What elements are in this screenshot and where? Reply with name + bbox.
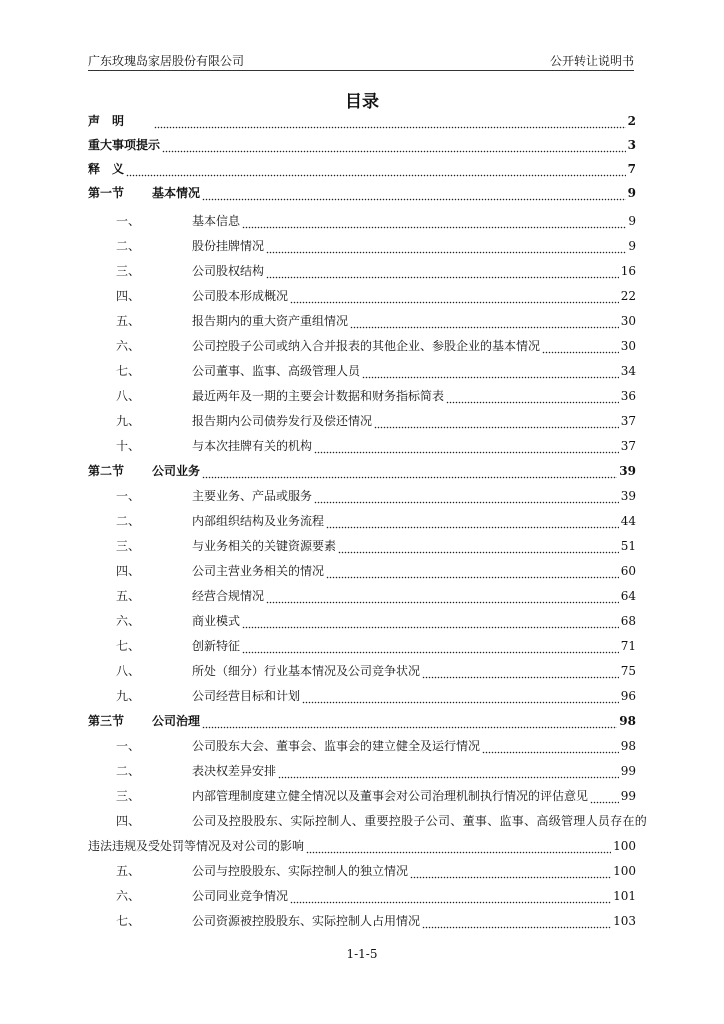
toc-subentry-title: 公司及控股股东、实际控制人、重要控股子公司、董事、监事、高级管理人员存在的 — [192, 814, 648, 828]
toc-subentry[interactable] — [88, 530, 636, 554]
toc-subentry[interactable] — [88, 905, 636, 929]
toc-page-number: 30 — [620, 314, 636, 328]
toc-title: 目录 — [345, 92, 379, 112]
toc-leader-dots — [290, 892, 611, 904]
toc-subentry-title: 最近两年及一期的主要会计数据和财务指标简表 — [192, 389, 445, 403]
toc-section-number: 第三节 — [88, 714, 125, 728]
toc-leader-dots — [446, 392, 619, 404]
toc-subentry-number: 六、 — [116, 339, 141, 353]
toc-subentry-title: 公司经营目标和计划 — [192, 689, 301, 703]
toc-page-number: 100 — [613, 864, 636, 878]
toc-page-number: 22 — [620, 289, 636, 303]
page-header — [88, 50, 634, 71]
toc-leader-dots — [290, 292, 619, 304]
toc-leader-dots — [242, 617, 619, 629]
toc-section-3[interactable] — [88, 705, 636, 729]
toc-entry-title: 声 明 — [88, 114, 125, 128]
toc-subentry[interactable] — [88, 405, 636, 429]
toc-leader-dots — [266, 592, 619, 604]
toc-subentry-number: 九、 — [116, 689, 141, 703]
toc-subentry-title: 内部管理制度建立健全情况以及董事会对公司治理机制执行情况的评估意见 — [192, 789, 589, 803]
toc-subentry[interactable] — [88, 480, 636, 504]
toc-page-number: 2 — [627, 114, 636, 128]
toc-subentry-title: 报告期内公司债券发行及偿还情况 — [192, 414, 373, 428]
toc-leader-dots — [542, 342, 619, 354]
toc-subentry[interactable] — [88, 280, 636, 304]
toc-subentry-number: 九、 — [116, 414, 141, 428]
toc-subentry-number: 十、 — [116, 439, 141, 453]
toc-subentry[interactable] — [88, 655, 636, 679]
toc-subentry[interactable] — [88, 605, 636, 629]
toc-subentry[interactable] — [88, 680, 636, 704]
toc-page-number: 39 — [619, 464, 636, 478]
toc-subentry[interactable] — [88, 730, 636, 754]
toc-subentry-number: 一、 — [116, 489, 141, 503]
toc-subentry-title-continued: 违法违规及受处罚等情况及对公司的影响 — [88, 839, 305, 853]
toc-page-number: 99 — [620, 764, 636, 778]
toc-page-number: 37 — [620, 439, 636, 453]
toc-page-number: 39 — [620, 489, 636, 503]
toc-subentry-title: 公司控股子公司或纳入合并报表的其他企业、参股企业的基本情况 — [192, 339, 541, 353]
toc-leader-dots — [266, 267, 619, 279]
toc-leader-dots — [326, 567, 619, 579]
toc-page-number: 44 — [620, 514, 636, 528]
toc-page-number: 75 — [620, 664, 636, 678]
toc-subentry-title: 内部组织结构及业务流程 — [192, 514, 325, 528]
toc-subentry[interactable] — [88, 555, 636, 579]
toc-leader-dots — [302, 692, 619, 704]
header-company: 广东玫瑰岛家居股份有限公司 — [88, 54, 245, 68]
toc-entry-title: 重大事项提示 — [88, 138, 161, 152]
toc-subentry-number: 八、 — [116, 389, 141, 403]
toc-entry-major-notices[interactable] — [88, 129, 636, 153]
toc-leader-dots — [410, 867, 611, 879]
toc-page-number: 36 — [620, 389, 636, 403]
toc-subentry-number: 六、 — [116, 889, 141, 903]
toc-subentry-title: 公司同业竞争情况 — [192, 889, 289, 903]
toc-section-title: 公司治理 — [152, 714, 201, 728]
toc-entry-title: 释 义 — [88, 162, 125, 176]
toc-subentry-title: 公司资源被控股股东、实际控制人占用情况 — [192, 914, 421, 928]
toc-page-number: 71 — [620, 639, 636, 653]
toc-leader-dots — [306, 842, 611, 854]
toc-page-number: 7 — [627, 162, 636, 176]
toc-leader-dots — [338, 542, 619, 554]
toc-subentry[interactable] — [88, 780, 636, 804]
toc-page-number: 16 — [620, 264, 636, 278]
header-doc-type: 公开转让说明书 — [549, 54, 634, 68]
toc-subentry-multiline[interactable] — [88, 805, 648, 829]
toc-leader-dots — [482, 742, 619, 754]
toc-leader-dots — [266, 242, 626, 254]
toc-section-1[interactable] — [88, 177, 636, 201]
toc-leader-dots — [326, 517, 619, 529]
toc-subentry-title: 所处（细分）行业基本情况及公司竞争状况 — [192, 664, 421, 678]
toc-section-number: 第一节 — [88, 186, 125, 200]
toc-subentry-number: 一、 — [116, 214, 141, 228]
toc-subentry-number: 七、 — [116, 914, 141, 928]
toc-subentry-number: 二、 — [116, 239, 141, 253]
toc-page-number: 30 — [620, 339, 636, 353]
toc-subentry-title: 商业模式 — [192, 614, 241, 628]
toc-subentry-number: 三、 — [116, 539, 141, 553]
toc-subentry-number: 七、 — [116, 364, 141, 378]
toc-leader-dots — [202, 717, 617, 729]
toc-subentry-title: 公司股权结构 — [192, 264, 265, 278]
toc-subentry-number: 二、 — [116, 764, 141, 778]
toc-subentry[interactable] — [88, 305, 636, 329]
toc-subentry[interactable] — [88, 580, 636, 604]
toc-subentry-number: 八、 — [116, 664, 141, 678]
toc-leader-dots — [374, 417, 619, 429]
toc-subentry-title: 公司主营业务相关的情况 — [192, 564, 325, 578]
toc-subentry-number: 三、 — [116, 264, 141, 278]
toc-subentry-number: 四、 — [116, 289, 141, 303]
toc-subentry[interactable] — [88, 330, 636, 354]
toc-page-number: 98 — [619, 714, 636, 728]
toc-leader-dots — [314, 492, 619, 504]
toc-subentry-number: 五、 — [116, 864, 141, 878]
toc-page-number: 9 — [628, 239, 636, 253]
toc-subentry-title: 公司股东大会、董事会、监事会的建立健全及运行情况 — [192, 739, 481, 753]
toc-leader-dots — [162, 141, 626, 153]
toc-subentry[interactable] — [88, 380, 636, 404]
toc-leader-dots — [242, 217, 626, 229]
toc-subentry-title: 表决权差异安排 — [192, 764, 277, 778]
toc-subentry-title: 公司股本形成概况 — [192, 289, 289, 303]
toc-subentry[interactable] — [88, 255, 636, 279]
toc-section-title: 公司业务 — [152, 464, 201, 478]
toc-subentry-title: 公司与控股股东、实际控制人的独立情况 — [192, 864, 409, 878]
toc-leader-dots — [154, 117, 626, 129]
toc-page-number: 100 — [613, 839, 636, 853]
toc-subentry-title: 与业务相关的关键资源要素 — [192, 539, 337, 553]
toc-entry-definitions[interactable] — [88, 153, 636, 177]
toc-subentry-number: 七、 — [116, 639, 141, 653]
toc-subentry-number: 三、 — [116, 789, 141, 803]
toc-subentry-number: 四、 — [116, 814, 141, 828]
toc-page-number: 103 — [613, 914, 636, 928]
toc-subentry-number: 六、 — [116, 614, 141, 628]
toc-subentry[interactable] — [88, 205, 636, 229]
toc-subentry-title: 股份挂牌情况 — [192, 239, 265, 253]
toc-page-number: 96 — [620, 689, 636, 703]
toc-subentry-title: 经营合规情况 — [192, 589, 265, 603]
toc-leader-dots — [422, 917, 611, 929]
toc-page-number: 37 — [620, 414, 636, 428]
toc-page-number: 101 — [613, 889, 636, 903]
toc-page-number: 68 — [620, 614, 636, 628]
toc-subentry-continuation[interactable] — [88, 830, 636, 854]
toc-leader-dots — [202, 189, 626, 201]
toc-section-title: 基本情况 — [152, 186, 201, 200]
toc-page-number: 51 — [620, 539, 636, 553]
toc-leader-dots — [590, 792, 619, 804]
toc-section-number: 第二节 — [88, 464, 125, 478]
toc-page-number: 3 — [627, 138, 636, 152]
toc-subentry-number: 二、 — [116, 514, 141, 528]
toc-subentry-number: 一、 — [116, 739, 141, 753]
toc-subentry[interactable] — [88, 430, 636, 454]
toc-subentry[interactable] — [88, 755, 636, 779]
toc-subentry-number: 五、 — [116, 589, 141, 603]
toc-page-number: 64 — [620, 589, 636, 603]
toc-subentry-title: 报告期内的重大资产重组情况 — [192, 314, 349, 328]
toc-subentry-number: 四、 — [116, 564, 141, 578]
toc-page-number: 99 — [620, 789, 636, 803]
toc-page-number: 9 — [627, 186, 636, 200]
page-number: 1-1-5 — [346, 947, 378, 961]
toc-leader-dots — [350, 317, 619, 329]
toc-subentry[interactable] — [88, 505, 636, 529]
toc-leader-dots — [278, 767, 619, 779]
toc-leader-dots — [242, 642, 619, 654]
toc-leader-dots — [314, 442, 619, 454]
toc-subentry-title: 与本次挂牌有关的机构 — [192, 439, 313, 453]
toc-subentry[interactable] — [88, 230, 636, 254]
toc-subentry-title: 创新特征 — [192, 639, 241, 653]
toc-subentry[interactable] — [88, 630, 636, 654]
toc-subentry-number: 五、 — [116, 314, 141, 328]
toc-subentry-title: 基本信息 — [192, 214, 241, 228]
toc-leader-dots — [362, 367, 619, 379]
toc-entry-declaration[interactable] — [88, 105, 636, 129]
toc-section-2[interactable] — [88, 455, 636, 479]
toc-page-number: 60 — [620, 564, 636, 578]
toc-page-number: 98 — [620, 739, 636, 753]
toc-leader-dots — [126, 165, 626, 177]
toc-subentry-title: 公司董事、监事、高级管理人员 — [192, 364, 361, 378]
toc-leader-dots — [202, 467, 617, 479]
toc-subentry[interactable] — [88, 880, 636, 904]
toc-subentry[interactable] — [88, 855, 636, 879]
toc-subentry[interactable] — [88, 355, 636, 379]
toc-page-number: 34 — [620, 364, 636, 378]
toc-leader-dots — [422, 667, 619, 679]
toc-subentry-title: 主要业务、产品或服务 — [192, 489, 313, 503]
toc-page-number: 9 — [628, 214, 636, 228]
